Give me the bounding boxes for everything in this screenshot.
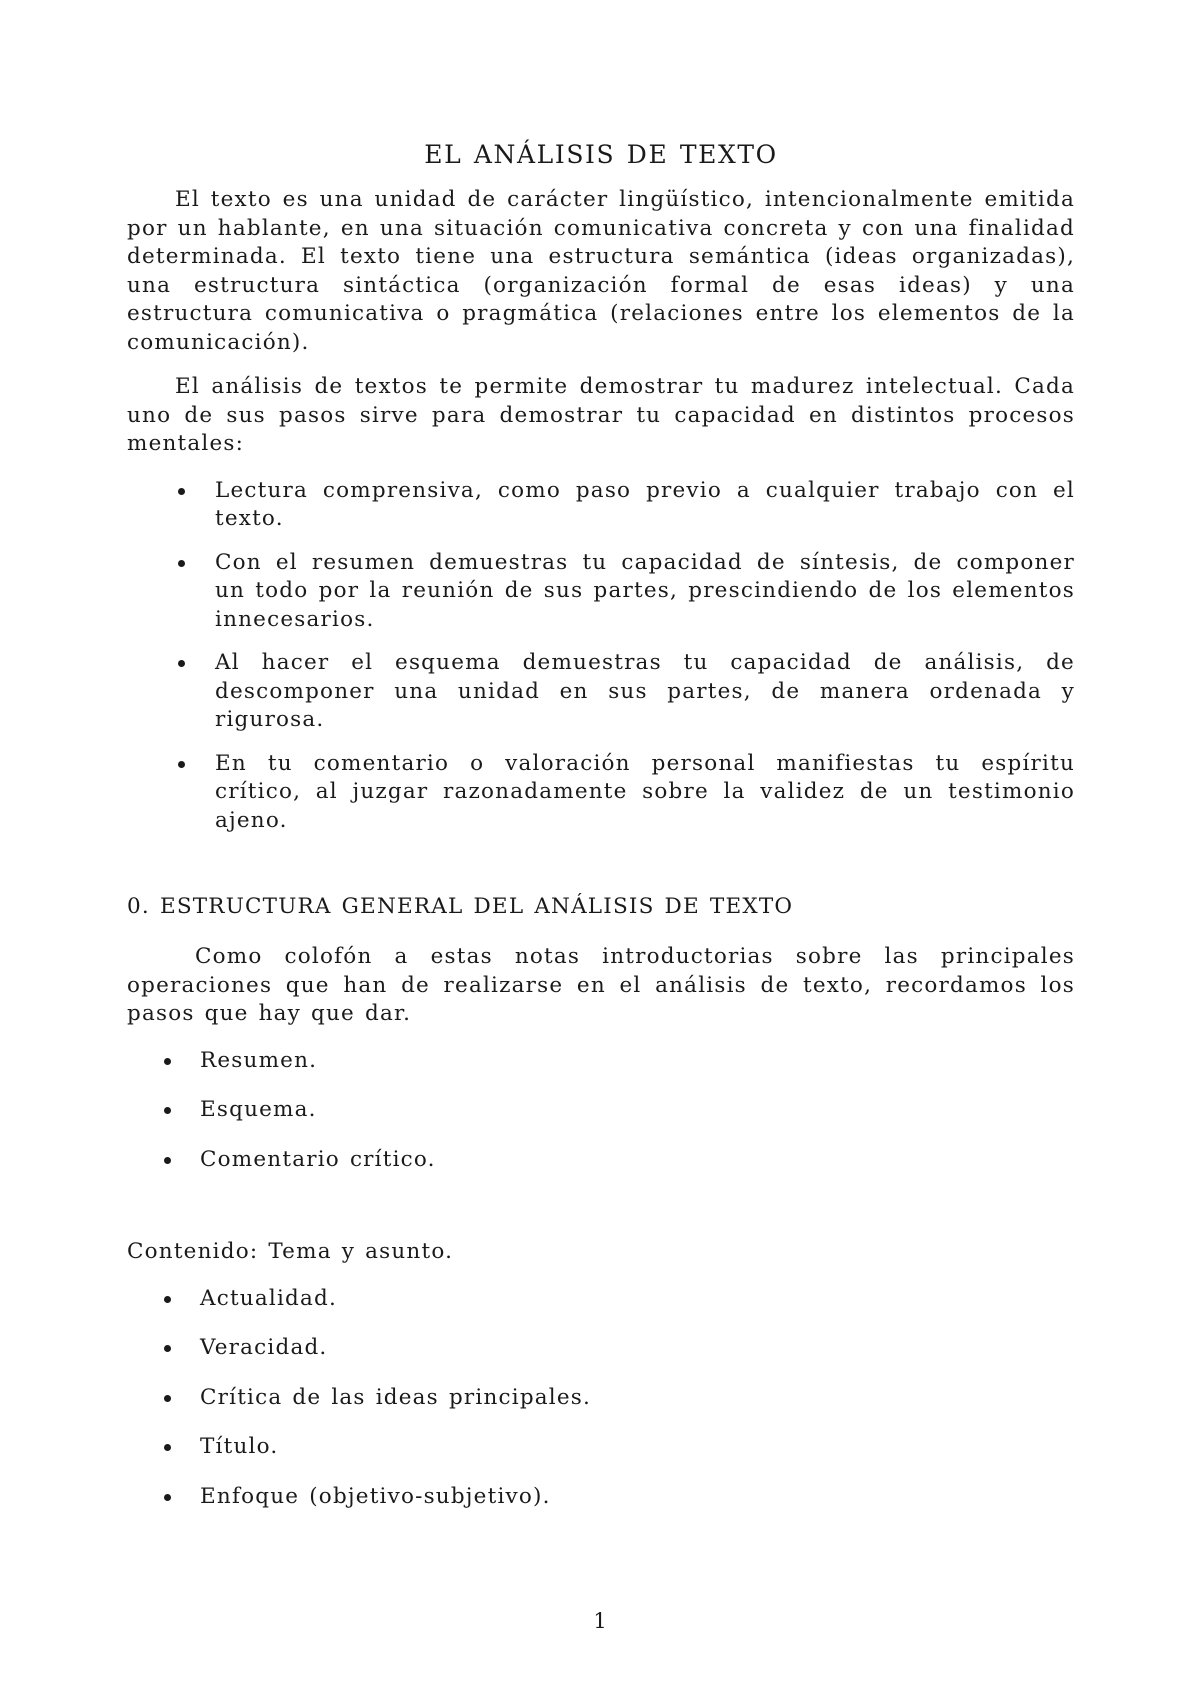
steps-bullet-list xyxy=(127,1047,1075,1175)
section-paragraph: Como colofón a estas notas introductorias sobre las principales operaciones que han de realizarse en el análisis de texto, recordamos los pasos que hay que dar. xyxy=(127,944,1075,1026)
document-title: EL ANÁLISIS DE TEXTO xyxy=(424,140,778,169)
list-item xyxy=(127,1096,1075,1125)
list-item xyxy=(127,649,1075,735)
bullet-icon xyxy=(178,761,185,768)
list-item-text: Título. xyxy=(200,1434,279,1459)
list-item xyxy=(127,1483,1075,1512)
bullet-icon xyxy=(178,488,185,495)
bullet-icon xyxy=(164,1058,171,1065)
list-item-text: Comentario crítico. xyxy=(200,1146,436,1172)
bullet-icon xyxy=(164,1157,171,1164)
list-item-text: Con el resumen demuestras tu capacidad de síntesis, de componer un todo por la reunión de sus partes, prescindiendo de los elementos innecesarios. xyxy=(215,549,1075,632)
list-item-text: Enfoque (objetivo-subjetivo). xyxy=(200,1483,551,1509)
bullet-icon xyxy=(164,1395,171,1402)
list-item xyxy=(127,1146,1075,1175)
bullet-icon xyxy=(164,1107,171,1114)
document-page xyxy=(127,140,1075,1532)
page-number: 1 xyxy=(593,1609,607,1633)
list-item xyxy=(127,750,1075,836)
list-item-text: Lectura comprensiva, como paso previo a cualquier trabajo con el texto. xyxy=(215,477,1075,531)
list-item xyxy=(127,1285,1075,1314)
bullet-icon xyxy=(164,1444,171,1451)
bullet-icon xyxy=(178,560,185,567)
list-item-text: Resumen. xyxy=(200,1047,318,1073)
list-item-text: Actualidad. xyxy=(200,1285,338,1311)
bullet-icon xyxy=(164,1296,171,1303)
list-item-text: En tu comentario o valoración personal manifiestas tu espíritu crítico, al juzgar razonadamente sobre la validez de un testimonio ajeno. xyxy=(215,750,1075,833)
bullet-icon xyxy=(164,1345,171,1352)
bullet-icon xyxy=(178,660,185,667)
intro-paragraph-2: El análisis de textos te permite demostrar tu madurez intelectual. Cada uno de sus pasos sirve para demostrar tu capacidad en distintos procesos mentales: xyxy=(127,374,1075,456)
list-item xyxy=(127,1047,1075,1076)
intro-bullet-list xyxy=(127,477,1075,836)
list-item xyxy=(127,549,1075,635)
bullet-icon xyxy=(164,1494,171,1501)
list-item-text: Veracidad. xyxy=(200,1335,328,1360)
intro-paragraph-1: El texto es una unidad de carácter lingüístico, intencionalmente emitida por un hablante, en una situación comunicativa concreta y con una finalidad determinada. El texto tiene una estructura semántica (ideas organizadas), una estructura sintáctica (organización formal de esas ideas) y una estructura comunicativa o pragmática (relaciones entre los elementos de la comunicación). xyxy=(127,187,1075,355)
contenido-label: Contenido: Tema y asunto. xyxy=(127,1239,454,1264)
list-item xyxy=(127,1433,1075,1462)
list-item xyxy=(127,1384,1075,1413)
list-item xyxy=(127,477,1075,534)
section-heading: 0. ESTRUCTURA GENERAL DEL ANÁLISIS DE TEXTO xyxy=(127,894,794,919)
list-item-text: Esquema. xyxy=(200,1097,317,1122)
list-item xyxy=(127,1334,1075,1363)
list-item-text: Al hacer el esquema demuestras tu capacidad de análisis, de descomponer una unidad en sus partes, de manera ordenada y rigurosa. xyxy=(215,650,1075,732)
contenido-bullet-list xyxy=(127,1285,1075,1512)
list-item-text: Crítica de las ideas principales. xyxy=(200,1384,592,1410)
